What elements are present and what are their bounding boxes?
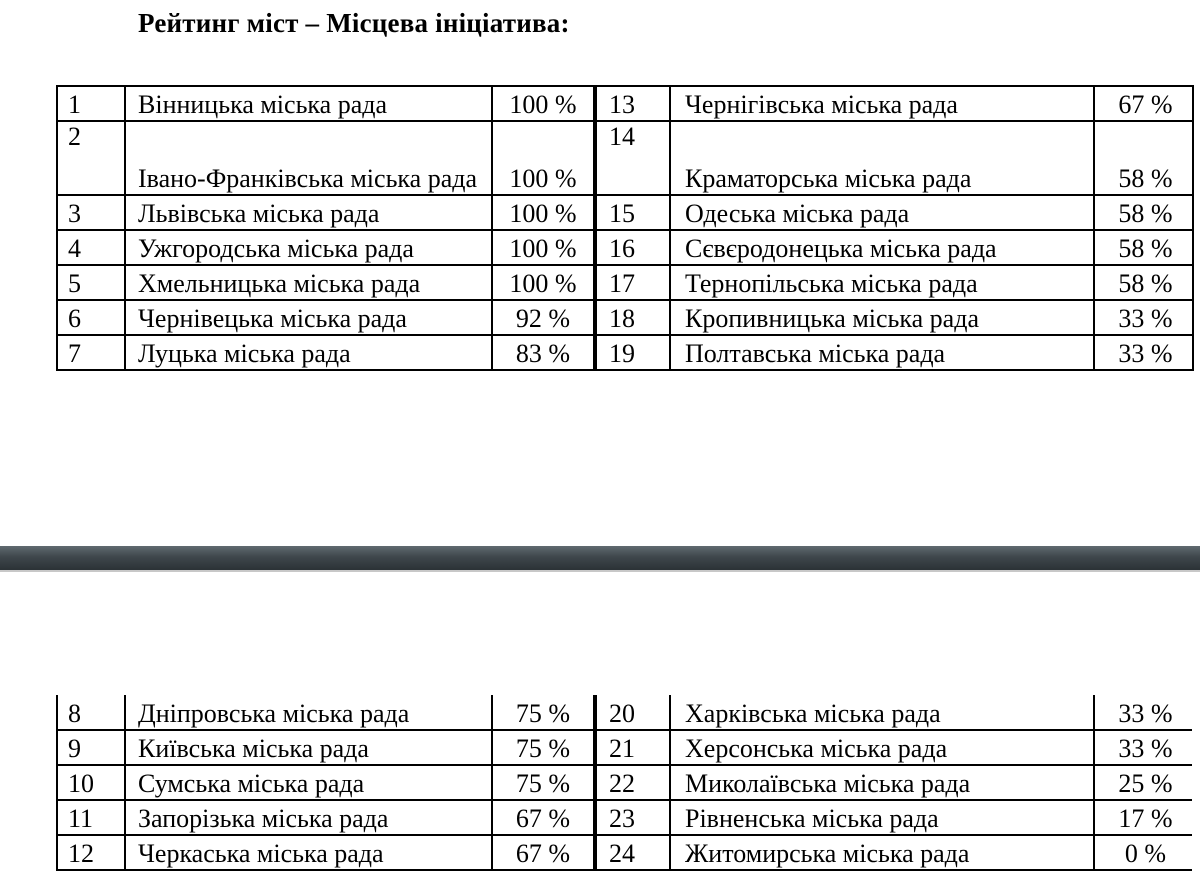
city-council-cell: Сумська міська рада <box>125 765 492 800</box>
percent-cell: 58 % <box>1094 195 1193 230</box>
rank-cell: 24 <box>595 835 670 870</box>
city-council-cell: Сєвєродонецька міська рада <box>670 230 1094 265</box>
page-title: Рейтинг міст – Місцева ініціатива: <box>138 8 570 38</box>
rank-cell: 20 <box>595 695 670 730</box>
ranking-table-bottom <box>56 695 1192 871</box>
rank-cell: 8 <box>57 695 125 730</box>
rank-cell: 14 <box>595 121 670 195</box>
rank-cell: 15 <box>595 195 670 230</box>
percent-cell: 100 % <box>492 86 595 121</box>
percent-cell: 33 % <box>1094 300 1193 335</box>
rank-cell: 19 <box>595 335 670 370</box>
percent-cell: 33 % <box>1094 695 1192 730</box>
city-council-cell: Одеська міська рада <box>670 195 1094 230</box>
rank-cell: 22 <box>595 765 670 800</box>
percent-cell: 100 % <box>492 121 595 195</box>
percent-cell: 100 % <box>492 195 595 230</box>
rank-cell: 18 <box>595 300 670 335</box>
city-council-cell: Запорізька міська рада <box>125 800 492 835</box>
percent-cell: 58 % <box>1094 121 1193 195</box>
rank-cell: 2 <box>57 121 125 195</box>
percent-cell: 25 % <box>1094 765 1192 800</box>
rank-cell: 16 <box>595 230 670 265</box>
city-council-cell: Хмельницька міська рада <box>125 265 492 300</box>
city-council-cell: Київська міська рада <box>125 730 492 765</box>
rank-cell: 10 <box>57 765 125 800</box>
city-council-cell: Івано-Франківська міська рада <box>125 121 492 195</box>
percent-cell: 92 % <box>492 300 595 335</box>
city-council-cell: Чернігівська міська рада <box>670 86 1094 121</box>
city-council-cell: Дніпровська міська рада <box>125 695 492 730</box>
rank-cell: 5 <box>57 265 125 300</box>
percent-cell: 83 % <box>492 335 595 370</box>
table-row <box>57 300 1193 335</box>
city-council-cell: Херсонська міська рада <box>670 730 1094 765</box>
percent-cell: 33 % <box>1094 730 1192 765</box>
city-council-cell: Житомирська міська рада <box>670 835 1094 870</box>
rank-cell: 4 <box>57 230 125 265</box>
percent-cell: 67 % <box>492 835 595 870</box>
ranking-table-top <box>56 85 1194 371</box>
table-row <box>57 835 1192 870</box>
rank-cell: 17 <box>595 265 670 300</box>
rank-cell: 9 <box>57 730 125 765</box>
city-council-cell: Чернівецька міська рада <box>125 300 492 335</box>
page-break-divider <box>0 546 1200 570</box>
percent-cell: 75 % <box>492 730 595 765</box>
rank-cell: 11 <box>57 800 125 835</box>
rank-cell: 13 <box>595 86 670 121</box>
table-row <box>57 800 1192 835</box>
percent-cell: 100 % <box>492 230 595 265</box>
city-council-cell: Миколаївська міська рада <box>670 765 1094 800</box>
table-row <box>57 730 1192 765</box>
percent-cell: 100 % <box>492 265 595 300</box>
city-council-cell: Рівненська міська рада <box>670 800 1094 835</box>
city-council-cell: Тернопільська міська рада <box>670 265 1094 300</box>
table-row <box>57 86 1193 121</box>
city-council-cell: Харківська міська рада <box>670 695 1094 730</box>
percent-cell: 0 % <box>1094 835 1192 870</box>
rank-cell: 1 <box>57 86 125 121</box>
table-row <box>57 265 1193 300</box>
city-council-cell: Вінницька міська рада <box>125 86 492 121</box>
rank-cell: 7 <box>57 335 125 370</box>
table-row <box>57 765 1192 800</box>
city-council-cell: Кропивницька міська рада <box>670 300 1094 335</box>
percent-cell: 33 % <box>1094 335 1193 370</box>
table-row <box>57 230 1193 265</box>
city-council-cell: Луцька міська рада <box>125 335 492 370</box>
rank-cell: 21 <box>595 730 670 765</box>
percent-cell: 67 % <box>1094 86 1193 121</box>
page-break-edge <box>0 570 1200 572</box>
rank-cell: 3 <box>57 195 125 230</box>
city-council-cell: Краматорська міська рада <box>670 121 1094 195</box>
rank-cell: 23 <box>595 800 670 835</box>
city-council-cell: Черкаська міська рада <box>125 835 492 870</box>
percent-cell: 75 % <box>492 765 595 800</box>
table-row <box>57 121 1193 195</box>
rank-cell: 12 <box>57 835 125 870</box>
city-council-cell: Ужгородська міська рада <box>125 230 492 265</box>
percent-cell: 67 % <box>492 800 595 835</box>
rank-cell: 6 <box>57 300 125 335</box>
table-row <box>57 195 1193 230</box>
table-row <box>57 695 1192 730</box>
percent-cell: 75 % <box>492 695 595 730</box>
city-council-cell: Полтавська міська рада <box>670 335 1094 370</box>
percent-cell: 58 % <box>1094 265 1193 300</box>
table-row <box>57 335 1193 370</box>
percent-cell: 58 % <box>1094 230 1193 265</box>
city-council-cell: Львівська міська рада <box>125 195 492 230</box>
percent-cell: 17 % <box>1094 800 1192 835</box>
